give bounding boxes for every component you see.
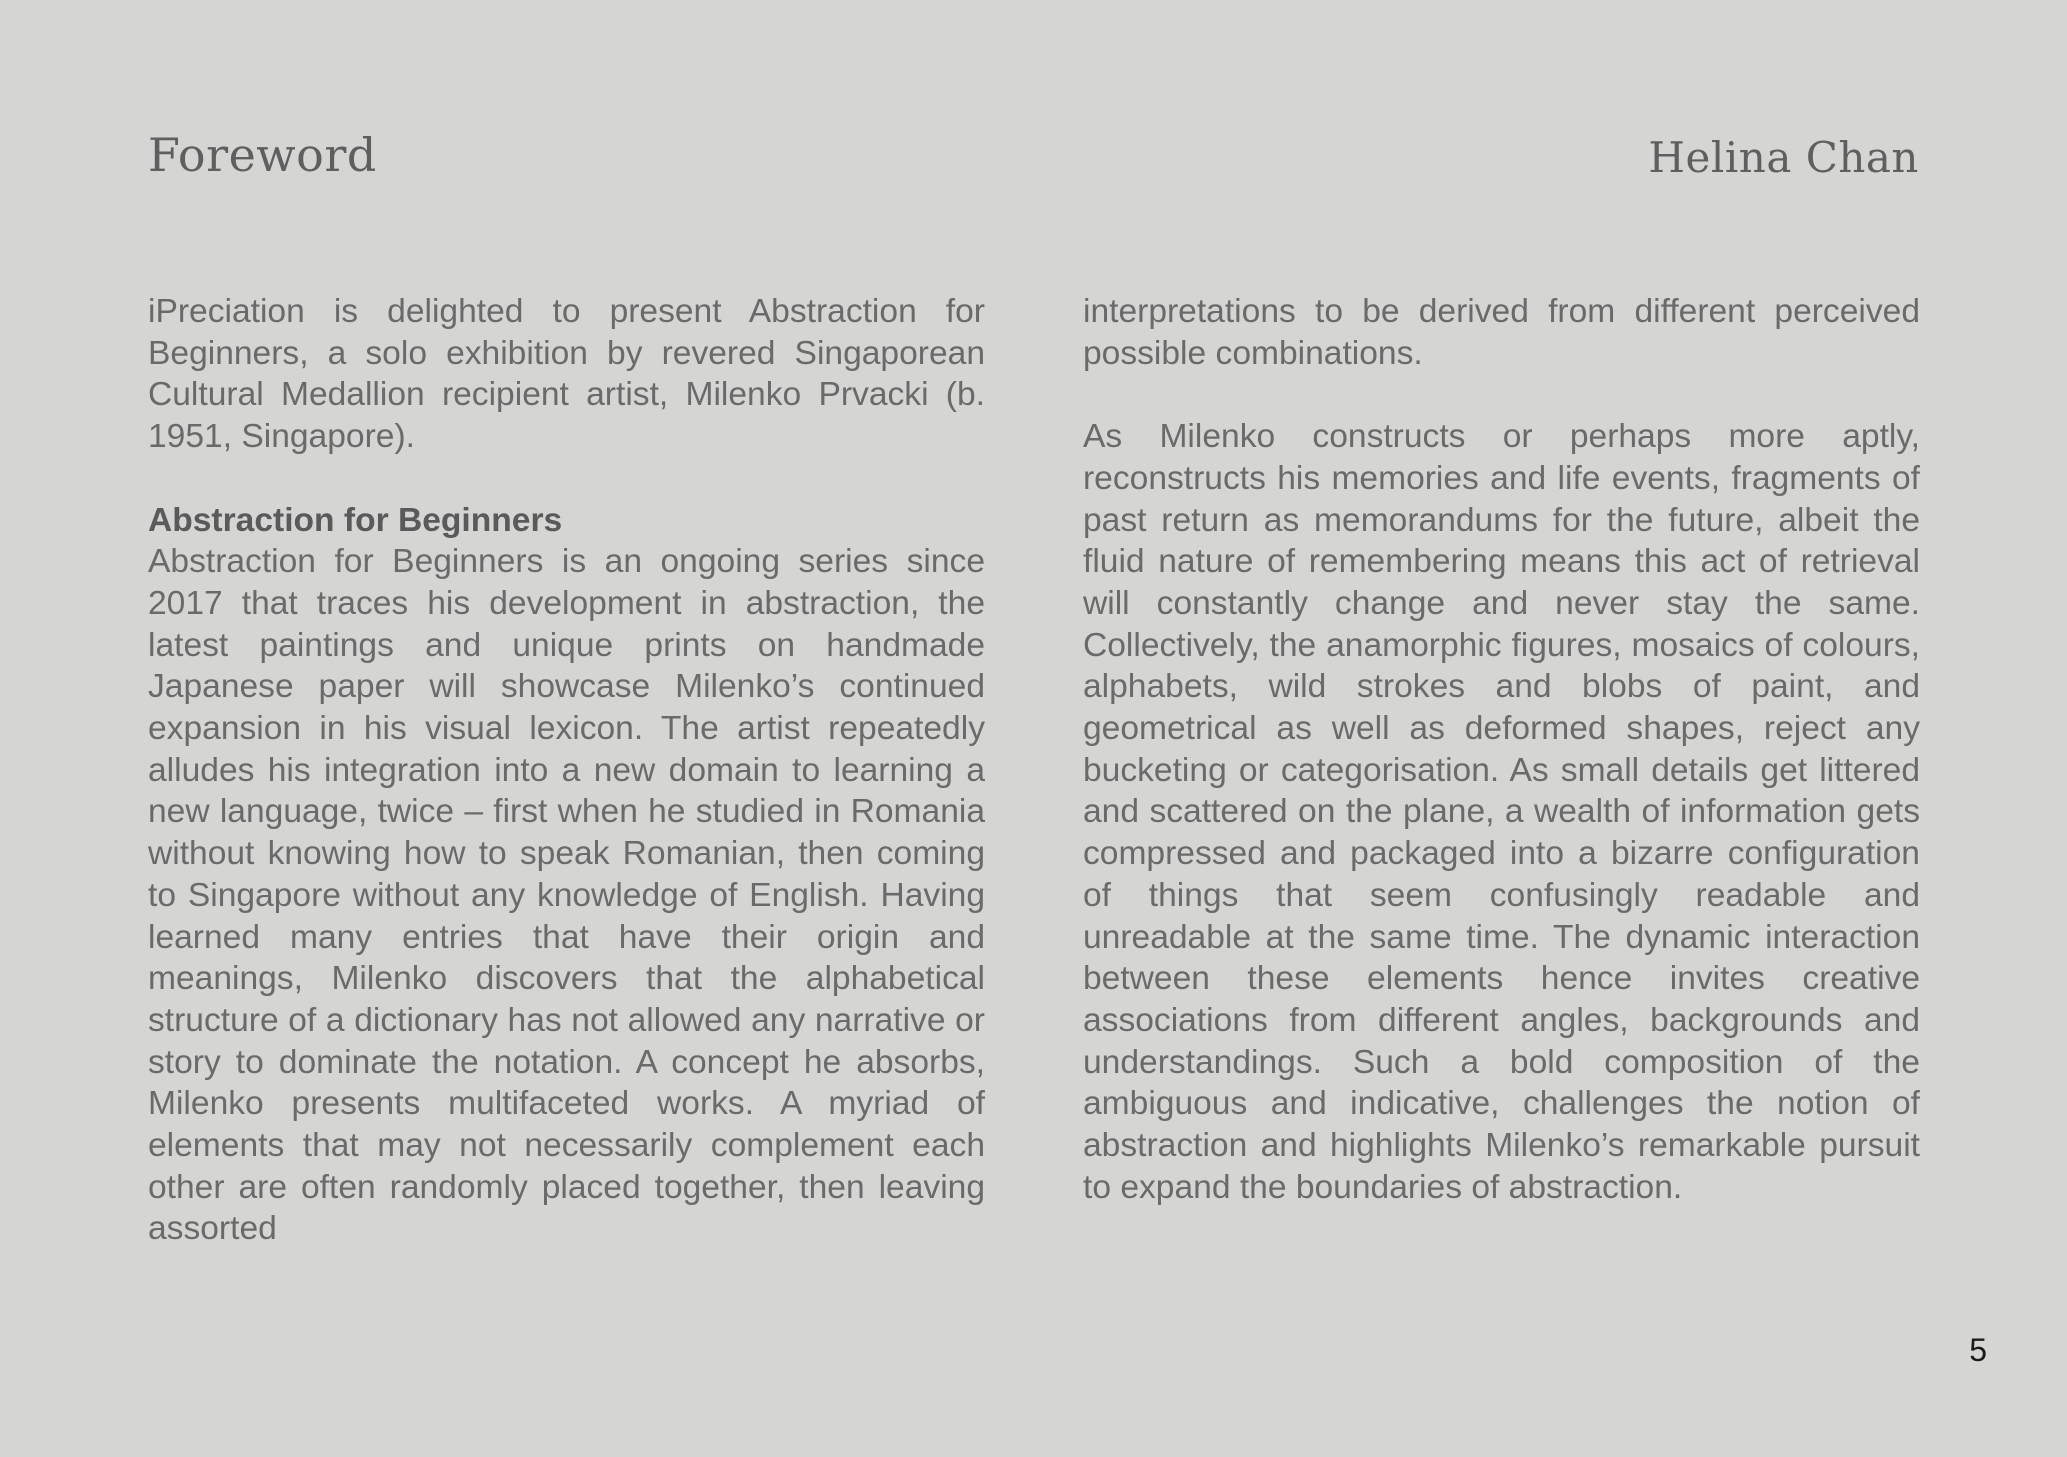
section-subheading: Abstraction for Beginners xyxy=(148,501,563,539)
section-body-text: Abstraction for Beginners is an ongoing series since 2017 that traces his development in abstraction, the latest paintings and unique prints on handmade Japanese paper will showcase Milenko’s continued expansion in his visual lexicon. The artist repeatedly alludes his integration into a new domain to learning a new language, twice – first when he studied in Romania without knowing how to speak Romanian, then coming to Singapore without any knowledge of English. Having learned many entries that have their origin and meanings, Milenko discovers that the alphabetical structure of a dictionary has not allowed any narrative or story to dominate the notation. A concept he absorbs, Milenko presents multifaceted works. A myriad of elements that may not necessarily complement each other are often randomly placed together, then leaving assorted xyxy=(148,543,985,1248)
section-paragraph xyxy=(148,500,985,1251)
page-number: 5 xyxy=(1969,1332,1987,1368)
continuation-paragraph: interpretations to be derived from different perceived possible combinations. xyxy=(1083,293,1920,372)
intro-paragraph: iPreciation is delighted to present Abstraction for Beginners, a solo exhibition by revered Singaporean Cultural Medallion recipient artist, Milenko Prvacki (b. 1951, Singapore). xyxy=(148,293,985,456)
page-title: Foreword xyxy=(148,128,377,182)
body-paragraph: As Milenko constructs or perhaps more aptly, reconstructs his memories and life events, fragments of past return as memorandums for the future, albeit the fluid nature of remembering means this act of retrieval will constantly change and never stay the same. Collectively, the anamorphic figures, mosaics of colours, alphabets, wild strokes and blobs of paint, and geometrical as well as deformed shapes, reject any bucketing or categorisation. As small details get littered and scattered on the plane, a wealth of information gets compressed and packaged into a bizarre configuration of things that seem confusingly readable and unreadable at the same time. The dynamic interaction between these elements hence invites creative associations from different angles, backgrounds and understandings. Such a bold composition of the ambiguous and indicative, challenges the notion of abstraction and highlights Milenko’s remarkable pursuit to expand the boundaries of abstraction. xyxy=(1083,418,1920,1206)
left-text-column xyxy=(148,291,985,1250)
right-text-column xyxy=(1083,291,1920,1208)
author-name: Helina Chan xyxy=(1648,133,1919,182)
